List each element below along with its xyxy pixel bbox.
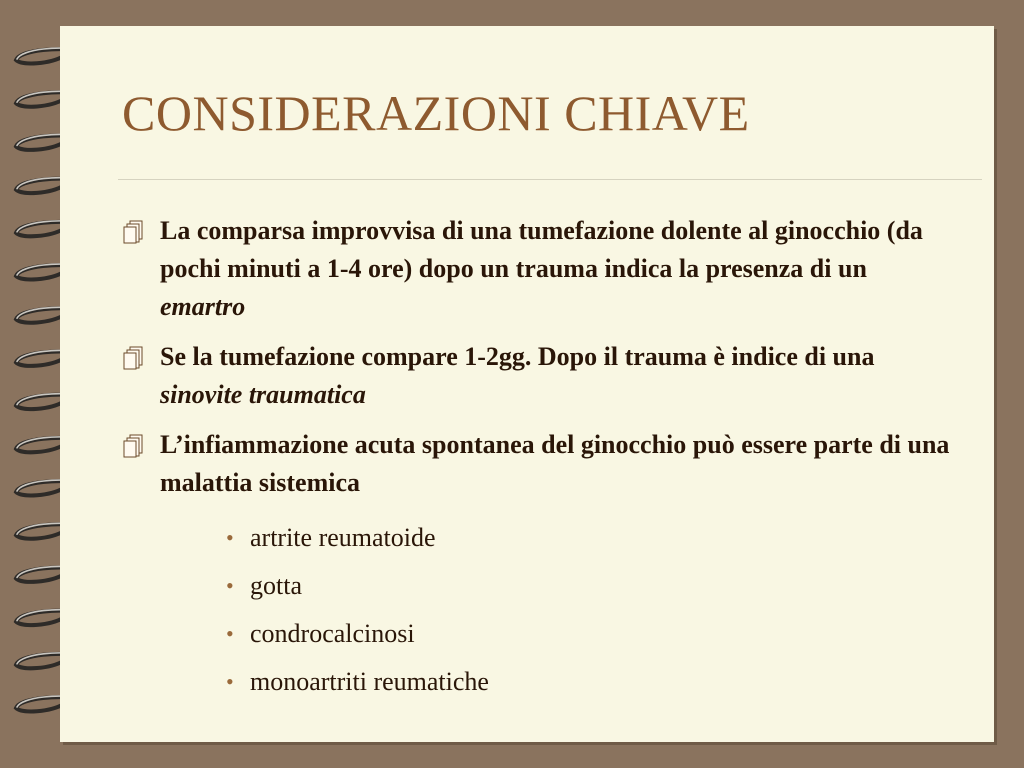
bullet-text: L’infiammazione acuta spontanea del ginocchio può essere parte di una malattia sistemica xyxy=(160,430,950,497)
sub-bullet-text: artrite reumatoide xyxy=(250,523,436,552)
bullet-dot-icon: • xyxy=(226,621,234,646)
sub-bullet-item xyxy=(226,570,489,618)
sub-bullet-list xyxy=(226,522,489,714)
sub-bullet-item xyxy=(226,522,489,570)
bullet-italic-term: sinovite traumatica xyxy=(160,380,366,409)
stacked-pages-icon xyxy=(122,433,148,459)
stacked-pages-icon xyxy=(122,219,148,245)
bullet-item-emartro xyxy=(122,212,952,326)
bullet-dot-icon: • xyxy=(226,669,234,694)
bullet-dot-icon: • xyxy=(226,573,234,598)
bullet-italic-term: emartro xyxy=(160,292,246,321)
slide-page xyxy=(60,26,994,742)
sub-bullet-item xyxy=(226,618,489,666)
sub-bullet-text: gotta xyxy=(250,571,302,600)
bullet-text: La comparsa improvvisa di una tumefazione dolente al ginocchio (da pochi minuti a 1-4 ore) dopo un trauma indica la presenza di un xyxy=(160,216,923,283)
bullet-text: Se la tumefazione compare 1-2gg. Dopo il trauma è indice di una xyxy=(160,342,875,371)
sub-bullet-text: monoartriti reumatiche xyxy=(250,667,489,696)
bullet-dot-icon: • xyxy=(226,525,234,550)
stacked-pages-icon xyxy=(122,345,148,371)
title-divider xyxy=(118,179,982,180)
slide-title: CONSIDERAZIONI CHIAVE xyxy=(122,85,750,141)
sub-bullet-item xyxy=(226,666,489,714)
bullet-item-infiammazione xyxy=(122,426,952,502)
bullet-item-sinovite xyxy=(122,338,952,414)
main-bullet-list xyxy=(122,212,952,514)
sub-bullet-text: condrocalcinosi xyxy=(250,619,415,648)
